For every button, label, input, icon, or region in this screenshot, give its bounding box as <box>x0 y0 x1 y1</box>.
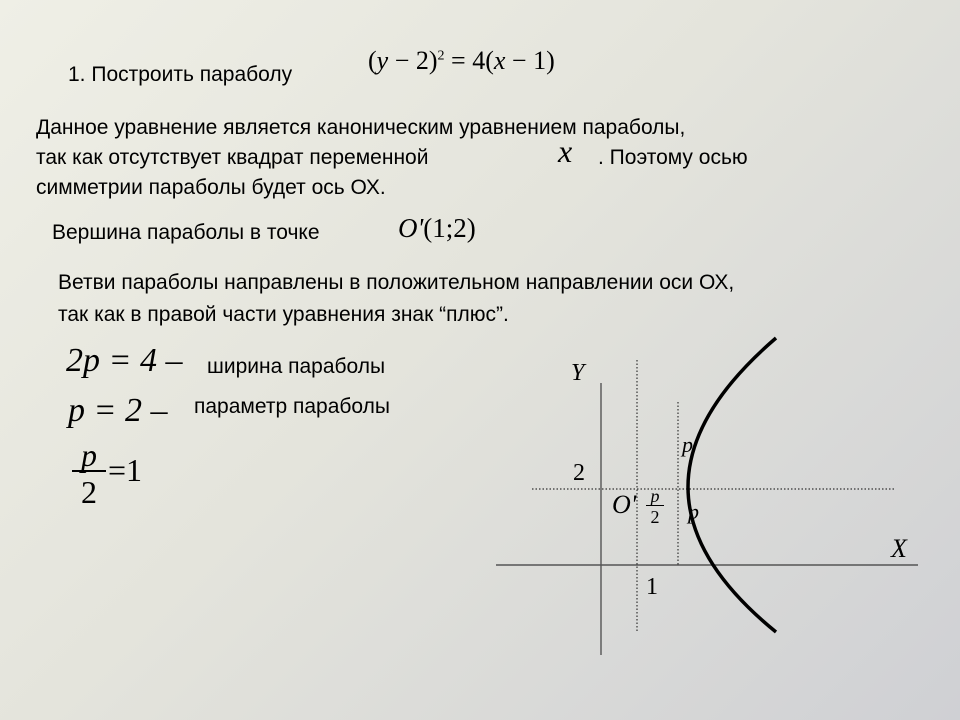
parameter-description: параметр параболы <box>194 395 390 418</box>
p-label-top: p <box>682 432 693 457</box>
p-label-right: p <box>688 499 699 524</box>
vertex-label: O' <box>612 490 637 519</box>
variable-x: x <box>558 133 573 169</box>
paragraph-2-line-1: Ветви параболы направлены в положительном направлении оси ОХ, <box>58 271 735 294</box>
width-formula: 2p = 4 – <box>66 342 183 379</box>
half-parameter-value: =1 <box>108 452 143 488</box>
paragraph-1-line-2b: . Поэтому осью <box>598 146 748 169</box>
task-label: 1. Построить параболу <box>68 63 293 86</box>
paragraph-1-line-2a: так как отсутствует квадрат переменной <box>36 146 429 169</box>
vertex-formula: O'(1;2) <box>398 213 476 243</box>
y-axis-label: Y <box>571 360 585 386</box>
x-tick-label: 1 <box>646 574 658 600</box>
paragraph-2-line-2: так как в правой части уравнения знак “плюс”. <box>58 303 509 326</box>
paragraph-1-line-3: симметрии параболы будет ось ОХ. <box>36 176 386 199</box>
parameter-formula: p = 2 – <box>68 392 168 429</box>
width-description: ширина параболы <box>207 355 386 378</box>
half-parameter-fraction: p 2 <box>72 440 106 512</box>
parabola-curve <box>688 338 776 632</box>
task-equation: $(y - 2)^2 = 4(x - 1)$ <box>368 46 555 75</box>
vertex-text: Вершина параболы в точке <box>52 221 320 244</box>
x-axis-label: X <box>891 534 907 563</box>
paragraph-1-line-1: Данное уравнение является каноническим уравнением параболы, <box>36 116 686 139</box>
half-p-graph-fraction: p 2 <box>646 487 664 528</box>
y-tick-label: 2 <box>573 460 585 486</box>
